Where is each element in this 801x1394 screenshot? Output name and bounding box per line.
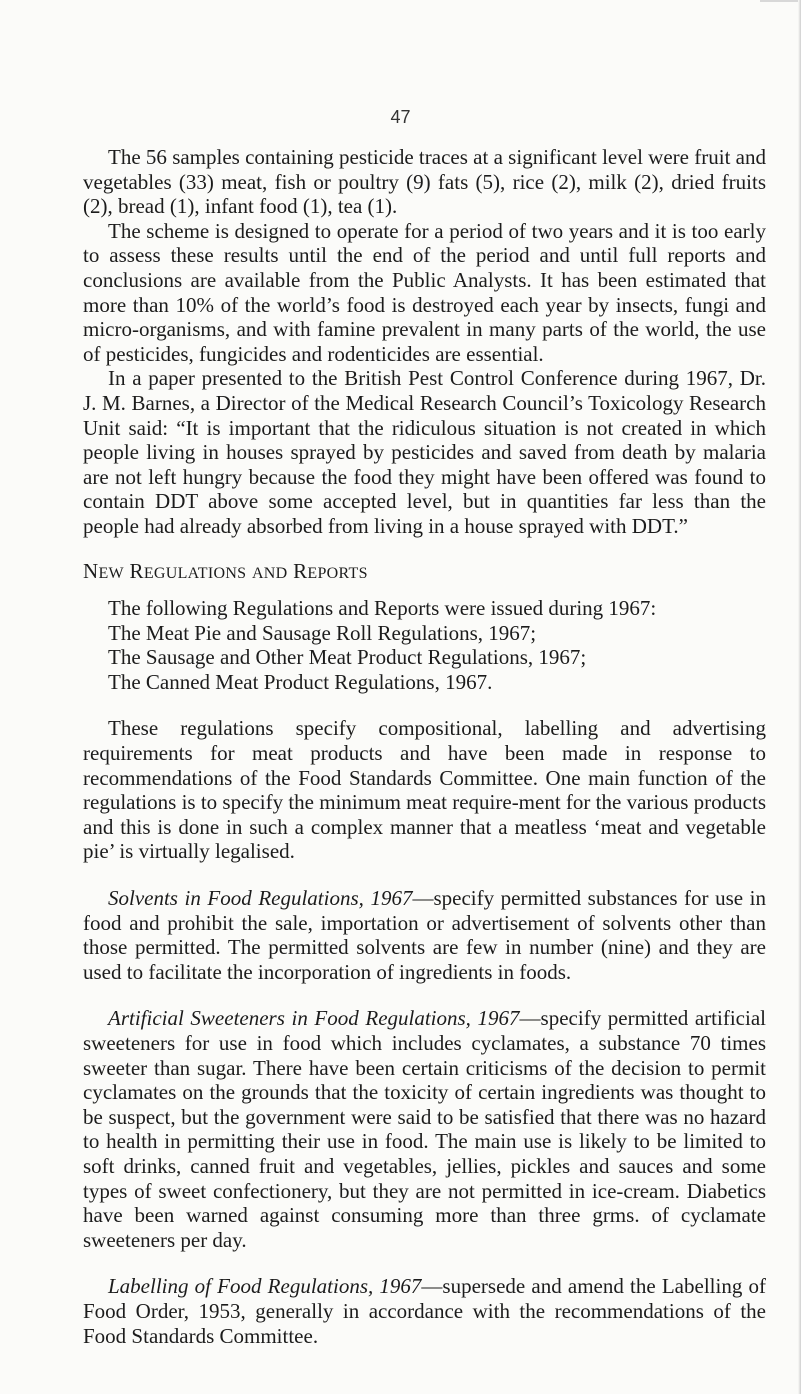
paragraph-sample-results: The 56 samples containing pesticide traces at a significant level were fruit and vegetables (33) meat, fish or poultry (9) fats (5), rice (2), milk (2), dried fruits (2), bread (1), infant food (1), tea (1). <box>83 145 766 219</box>
paragraph-sweeteners <box>83 1006 766 1252</box>
regulations-list <box>83 621 766 695</box>
paragraph-labelling <box>83 1274 766 1348</box>
paragraph-barnes-quote: In a paper presented to the British Pest Control Conference during 1967, Dr. J. M. Barnes, a Director of the Medical Research Council’s Toxicology Research Unit said: “It is important that the ridiculous situation is not created in which people living in houses sprayed by pesticides and saved from death by malaria are not left hungry because the food they might have been offered was found to contain DDT above some accepted level, but in quantities far less than the people had already absorbed from living in a house sprayed with DDT.” <box>83 366 766 538</box>
regulation-title: Labelling of Food Regulations, 1967 <box>108 1274 422 1299</box>
page-edge <box>760 0 801 2</box>
page-number: 47 <box>390 107 411 127</box>
regulations-intro: The following Regulations and Reports were issued during 1967: <box>108 596 657 621</box>
regulation-item: The Canned Meat Product Regulations, 1967. <box>108 669 493 694</box>
document-body <box>83 145 766 1348</box>
regulation-title: Artificial Sweeteners in Food Regulations, 1967 <box>108 1006 520 1031</box>
paragraph-scheme: The scheme is designed to operate for a period of two years and it is too early to assess these results until the end of the period and until full reports and conclusions are available from the Public Analysts. It has been estimated that more than 10% of the world’s food is destroyed each year by insects, fungi and micro-organisms, and with famine prevalent in many parts of the world, the use of pesticides, fungicides and rodenticides are essential. <box>83 218 766 366</box>
heading-smallcaps: EW <box>98 564 124 582</box>
section-heading <box>83 559 766 587</box>
regulation-item: The Meat Pie and Sausage Roll Regulations, 1967; <box>108 620 537 645</box>
heading-cap: R <box>293 558 308 583</box>
heading-smallcaps: EPORTS <box>307 564 368 582</box>
paragraph-meat-regulations: These regulations specify compositional, labelling and advertising requirements for meat products and have been made in response to recommendations of the Food Standards Committee. One main function of the regulations is to specify the minimum meat require-ment for the various products and this is done in such a complex manner that a meatless ‘meat and vegetable pie’ is virtually legalised. <box>83 716 766 864</box>
heading-smallcaps: EGULATIONS <box>143 564 247 582</box>
regulation-title: Solvents in Food Regulations, 1967 <box>108 886 413 911</box>
regulation-description: —supersede and amend the Labelling of Food Order, 1953, generally in accordance with the recommendations of the Food Standards Committee. <box>83 1274 766 1348</box>
regulation-item: The Sausage and Other Meat Product Regulations, 1967; <box>108 645 587 670</box>
regulation-description: —specify permitted artificial sweeteners for use in food which includes cyclamates, a substance 70 times sweeter than sugar. There have been certain criticisms of the decision to permit cyclamates on the grounds that the toxicity of certain ingredients was thought to be suspect, but the government were said to be satisfied that there was no hazard to health in permitting their use in food. The main use is likely to be limited to soft drinks, canned fruit and vegetables, jellies, pickles and sauces and some types of sweet confectionery, but they are not permitted in ice-cream. Diabetics have been warned against consuming more than three grms. of cyclamate sweeteners per day. <box>83 1006 766 1252</box>
paragraph-solvents <box>83 886 766 984</box>
heading-cap: R <box>129 558 144 583</box>
regulation-description: —specify permitted substances for use in food and prohibit the sale, importation or advertisement of solvents other than those permitted. The permitted solvents are few in number (nine) and they are used to facilitate the incorporation of ingredients in foods. <box>83 886 766 984</box>
heading-cap: N <box>83 558 99 583</box>
heading-smallcaps: AND <box>251 564 288 582</box>
